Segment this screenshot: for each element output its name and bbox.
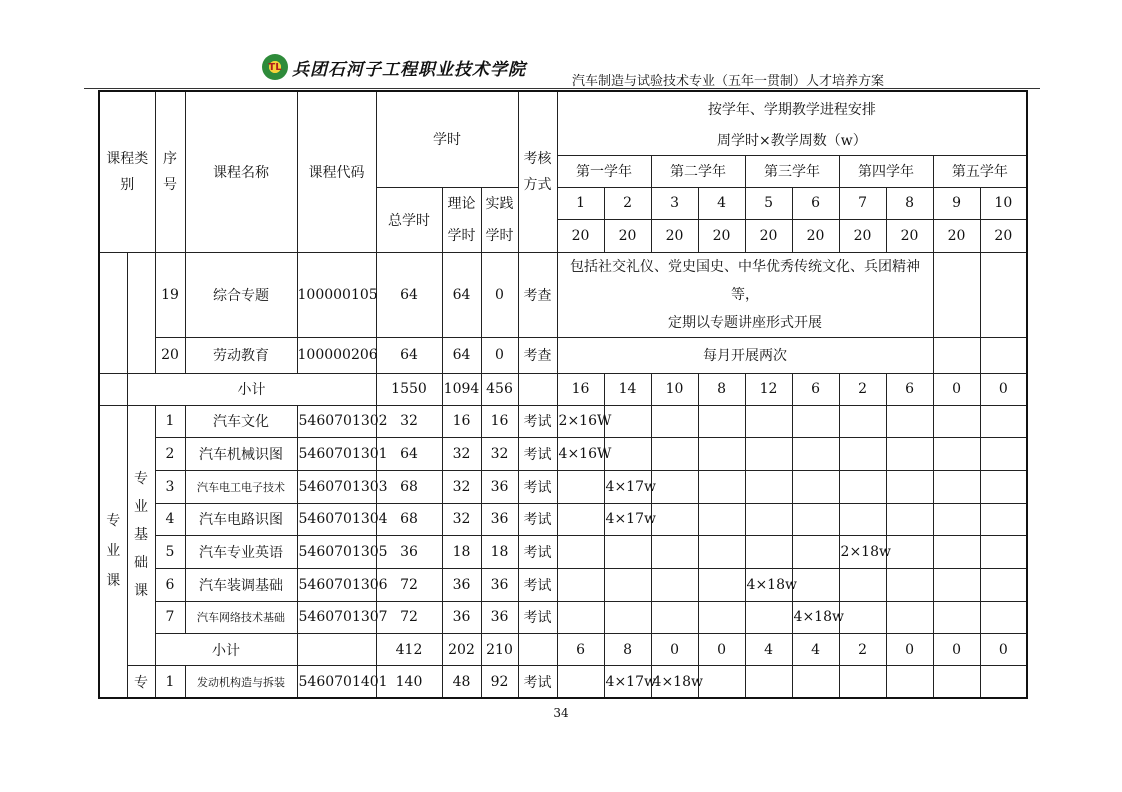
note-line-1: 包括社交礼仪、党史国史、中华优秀传统文化、兵团精神等，: [570, 258, 921, 303]
subcategory-professional-basic: 专业基础课: [127, 405, 155, 666]
subtotal-term-10: 0: [980, 634, 1027, 666]
table-row: [99, 438, 1027, 471]
row-term-4: [698, 601, 745, 634]
row-course-code: 5460701302: [297, 405, 376, 438]
curriculum-table: [98, 90, 1028, 699]
row-term-5: 4×18w: [745, 568, 792, 601]
row-theory-hours: 16: [442, 405, 481, 438]
curriculum-table-wrap: [98, 90, 1026, 699]
row-term-9: [933, 666, 980, 698]
school-name: 兵团石河子工程职业技术学院: [292, 59, 526, 80]
row-term-7: [839, 438, 886, 471]
row-seq: 1: [155, 405, 185, 438]
row-term-8: [886, 666, 933, 698]
row-course-code: 100000105: [297, 252, 376, 337]
row-total-hours: 68: [376, 470, 442, 503]
row-course-name: 劳动教育: [185, 337, 297, 373]
subtotal-term-2: 14: [604, 373, 651, 405]
row-course-name: 汽车装调基础: [185, 568, 297, 601]
row-term-1: [557, 666, 604, 698]
row-term-8: [886, 601, 933, 634]
row-seq: 7: [155, 601, 185, 634]
row-term-1: [557, 503, 604, 536]
row-total-hours: 64: [376, 438, 442, 471]
row-term-4: [698, 503, 745, 536]
row-term-5: [745, 536, 792, 569]
row-term-10: [980, 601, 1027, 634]
row-term-6: [792, 405, 839, 438]
row-term-7: [839, 503, 886, 536]
row-term-8: [886, 568, 933, 601]
row-course-name: 综合专题: [185, 252, 297, 337]
header-weeks-5: 20: [745, 220, 792, 253]
subtotal-term-4: 8: [698, 373, 745, 405]
header-course-code: 课程代码: [297, 91, 376, 252]
row-term-6: 4×18w: [792, 601, 839, 634]
header-year-1: 第一学年: [557, 155, 651, 187]
row-term-5: [745, 470, 792, 503]
row-term-2: [604, 568, 651, 601]
row-term-4: [698, 438, 745, 471]
row-practice-hours: 36: [481, 503, 518, 536]
row-term-4: [698, 470, 745, 503]
row-course-name: 汽车电工电子技术: [185, 470, 297, 503]
subtotal-term-3: 0: [651, 634, 698, 666]
row-seq: 2: [155, 438, 185, 471]
header-rule: [84, 88, 1040, 89]
category-cell-a: [99, 252, 127, 373]
row-term-6: [792, 438, 839, 471]
header-term-1: 1: [557, 187, 604, 220]
row-course-name: 发动机构造与拆装: [185, 666, 297, 698]
row-practice-hours: 92: [481, 666, 518, 698]
row-course-name: 汽车专业英语: [185, 536, 297, 569]
row-term-5: [745, 601, 792, 634]
subtotal-term-10: 0: [980, 373, 1027, 405]
row-term-1: [557, 568, 604, 601]
row-term-5: [745, 405, 792, 438]
subtotal-term-8: 0: [886, 634, 933, 666]
subtotal-term-6: 6: [792, 373, 839, 405]
row-term-6: [792, 536, 839, 569]
subtotal-term-7: 2: [839, 373, 886, 405]
subtotal-term-9: 0: [933, 373, 980, 405]
row-term-2: 4×17w: [604, 470, 651, 503]
subtotal-course-code: [297, 634, 376, 666]
row-term-cell: [980, 252, 1027, 337]
row-term-9: [933, 601, 980, 634]
row-term-9: [933, 503, 980, 536]
row-term-1: [557, 470, 604, 503]
row-practice-hours: 36: [481, 568, 518, 601]
header-weeks-6: 20: [792, 220, 839, 253]
row-term-4: [698, 666, 745, 698]
row-theory-hours: 32: [442, 503, 481, 536]
row-term-8: [886, 503, 933, 536]
subtotal-term-5: 12: [745, 373, 792, 405]
row-schedule-note: [557, 252, 933, 337]
row-term-2: [604, 438, 651, 471]
subtotal-term-9: 0: [933, 634, 980, 666]
header-weeks-3: 20: [651, 220, 698, 253]
header-term-9: 9: [933, 187, 980, 220]
row-total-hours: 72: [376, 568, 442, 601]
row-practice-hours: 0: [481, 252, 518, 337]
header-total-hours: 总学时: [376, 187, 442, 252]
row-exam: 考试: [518, 601, 557, 634]
subcategory-professional-core: 专: [127, 666, 155, 698]
subtotal-exam: [518, 634, 557, 666]
row-total-hours: 36: [376, 536, 442, 569]
header-year-3: 第三学年: [745, 155, 839, 187]
page-header: [0, 0, 1122, 92]
row-theory-hours: 36: [442, 568, 481, 601]
row-term-3: [651, 503, 698, 536]
row-total-hours: 140: [376, 666, 442, 698]
row-seq: 1: [155, 666, 185, 698]
row-term-2: 4×17w: [604, 666, 651, 698]
row-total-hours: 32: [376, 405, 442, 438]
row-term-cell: [980, 337, 1027, 373]
row-term-5: [745, 503, 792, 536]
row-seq: 5: [155, 536, 185, 569]
row-practice-hours: 16: [481, 405, 518, 438]
row-practice-hours: 18: [481, 536, 518, 569]
row-term-4: [698, 568, 745, 601]
row-course-code: 5460701303: [297, 470, 376, 503]
header-weeks-7: 20: [839, 220, 886, 253]
row-course-name: 汽车网络技术基础: [185, 601, 297, 634]
table-row: [99, 405, 1027, 438]
header-year-2: 第二学年: [651, 155, 745, 187]
school-emblem-icon: TL: [262, 54, 288, 80]
subtotal-total-hours: 412: [376, 634, 442, 666]
row-term-8: [886, 536, 933, 569]
row-term-3: [651, 438, 698, 471]
row-total-hours: 72: [376, 601, 442, 634]
subcategory-cell-a: [127, 252, 155, 373]
header-term-7: 7: [839, 187, 886, 220]
row-term-8: [886, 405, 933, 438]
row-course-name: 汽车文化: [185, 405, 297, 438]
row-term-10: [980, 405, 1027, 438]
row-course-code: 5460701305: [297, 536, 376, 569]
row-term-cell: [933, 252, 980, 337]
page-number: 34: [553, 706, 569, 720]
row-term-3: 4×18w: [651, 666, 698, 698]
table-row: [99, 470, 1027, 503]
table-row: [99, 666, 1027, 698]
row-course-name: 汽车机械识图: [185, 438, 297, 471]
school-logo: [262, 54, 526, 80]
row-term-9: [933, 536, 980, 569]
row-theory-hours: 48: [442, 666, 481, 698]
header-hours: 学时: [376, 91, 518, 187]
subtotal-term-1: 6: [557, 634, 604, 666]
header-weeks-4: 20: [698, 220, 745, 253]
subtotal-theory-hours: 202: [442, 634, 481, 666]
subtotal-term-2: 8: [604, 634, 651, 666]
subtotal-practice-hours: 210: [481, 634, 518, 666]
row-term-6: [792, 568, 839, 601]
row-theory-hours: 32: [442, 470, 481, 503]
row-practice-hours: 32: [481, 438, 518, 471]
row-term-5: [745, 438, 792, 471]
row-total-hours: 64: [376, 252, 442, 337]
row-term-1: [557, 536, 604, 569]
row-exam: 考试: [518, 470, 557, 503]
row-term-3: [651, 601, 698, 634]
subtotal-practice-hours: 456: [481, 373, 518, 405]
row-course-code: 5460701304: [297, 503, 376, 536]
row-exam: 考试: [518, 666, 557, 698]
row-practice-hours: 36: [481, 470, 518, 503]
row-exam: 考试: [518, 536, 557, 569]
category-professional: 专业课: [99, 405, 127, 698]
header-seq: 序号: [155, 91, 185, 252]
row-term-3: [651, 536, 698, 569]
header-term-2: 2: [604, 187, 651, 220]
row-exam: 考试: [518, 405, 557, 438]
table-row: [99, 601, 1027, 634]
row-exam: 考试: [518, 503, 557, 536]
row-term-9: [933, 438, 980, 471]
subtotal-label: 小计: [155, 634, 297, 666]
header-weeks-2: 20: [604, 220, 651, 253]
subtotal-term-1: 16: [557, 373, 604, 405]
row-term-7: [839, 405, 886, 438]
header-exam: 考核方式: [518, 91, 557, 252]
row-term-7: [839, 470, 886, 503]
row-term-10: [980, 438, 1027, 471]
row-term-10: [980, 470, 1027, 503]
row-theory-hours: 18: [442, 536, 481, 569]
header-term-8: 8: [886, 187, 933, 220]
row-term-8: [886, 438, 933, 471]
header-weeks-9: 20: [933, 220, 980, 253]
subtotal-theory-hours: 1094: [442, 373, 481, 405]
row-term-10: [980, 536, 1027, 569]
header-weeks-8: 20: [886, 220, 933, 253]
row-term-6: [792, 470, 839, 503]
header-term-4: 4: [698, 187, 745, 220]
row-term-3: [651, 470, 698, 503]
row-seq: 19: [155, 252, 185, 337]
subtotal-row: [99, 634, 1027, 666]
header-year-5: 第五学年: [933, 155, 1027, 187]
row-term-1: [557, 601, 604, 634]
row-term-10: [980, 503, 1027, 536]
row-seq: 4: [155, 503, 185, 536]
header-course-name: 课程名称: [185, 91, 297, 252]
row-term-7: [839, 601, 886, 634]
header-term-10: 10: [980, 187, 1027, 220]
row-term-2: [604, 536, 651, 569]
row-exam: 考查: [518, 252, 557, 337]
subtotal-term-6: 4: [792, 634, 839, 666]
row-term-6: [792, 666, 839, 698]
subtotal-exam: [518, 373, 557, 405]
row-term-9: [933, 405, 980, 438]
subtotal-term-8: 6: [886, 373, 933, 405]
row-practice-hours: 0: [481, 337, 518, 373]
header-year-4: 第四学年: [839, 155, 933, 187]
row-term-cell: [933, 337, 980, 373]
row-term-1: 4×16W: [557, 438, 604, 471]
row-term-7: [839, 666, 886, 698]
header-category: 课程类别: [99, 91, 155, 252]
row-term-6: [792, 503, 839, 536]
header-theory-hours: 理论学时: [442, 187, 481, 252]
row-term-3: [651, 405, 698, 438]
document-title: 汽车制造与试验技术专业（五年一贯制）人才培养方案: [572, 74, 885, 89]
row-course-name: 汽车电路识图: [185, 503, 297, 536]
row-exam: 考查: [518, 337, 557, 373]
header-term-6: 6: [792, 187, 839, 220]
row-term-2: [604, 601, 651, 634]
row-term-2: [604, 405, 651, 438]
row-term-3: [651, 568, 698, 601]
row-term-1: 2×16W: [557, 405, 604, 438]
row-term-9: [933, 568, 980, 601]
note-line-2: 定期以专题讲座形式开展: [668, 314, 823, 331]
row-term-10: [980, 666, 1027, 698]
row-term-5: [745, 666, 792, 698]
header-weeks-10: 20: [980, 220, 1027, 253]
row-course-code: 100000206: [297, 337, 376, 373]
row-seq: 6: [155, 568, 185, 601]
row-term-9: [933, 470, 980, 503]
table-row: [99, 503, 1027, 536]
row-theory-hours: 64: [442, 252, 481, 337]
subtotal-term-4: 0: [698, 634, 745, 666]
header-schedule-line1: 按学年、学期教学进程安排: [557, 91, 1027, 125]
row-exam: 考试: [518, 568, 557, 601]
table-row: [99, 568, 1027, 601]
header-practice-hours: 实践学时: [481, 187, 518, 252]
subtotal-category-cell: [99, 373, 127, 405]
header-term-3: 3: [651, 187, 698, 220]
row-practice-hours: 36: [481, 601, 518, 634]
row-theory-hours: 32: [442, 438, 481, 471]
row-term-4: [698, 405, 745, 438]
subtotal-term-3: 10: [651, 373, 698, 405]
row-term-7: 2×18w: [839, 536, 886, 569]
row-course-code: 5460701307: [297, 601, 376, 634]
subtotal-total-hours: 1550: [376, 373, 442, 405]
header-term-5: 5: [745, 187, 792, 220]
row-exam: 考试: [518, 438, 557, 471]
subtotal-term-5: 4: [745, 634, 792, 666]
header-weeks-1: 20: [557, 220, 604, 253]
subtotal-label: 小计: [127, 373, 376, 405]
table-row: [99, 536, 1027, 569]
header-schedule-line2: 周学时×教学周数（w）: [557, 125, 1027, 155]
row-term-10: [980, 568, 1027, 601]
row-term-8: [886, 470, 933, 503]
row-course-code: 5460701401: [297, 666, 376, 698]
row-seq: 3: [155, 470, 185, 503]
row-course-code: 5460701301: [297, 438, 376, 471]
row-term-2: 4×17w: [604, 503, 651, 536]
row-total-hours: 68: [376, 503, 442, 536]
row-schedule-note: 每月开展两次: [557, 337, 933, 373]
row-theory-hours: 36: [442, 601, 481, 634]
subtotal-term-7: 2: [839, 634, 886, 666]
row-theory-hours: 64: [442, 337, 481, 373]
row-course-code: 5460701306: [297, 568, 376, 601]
row-term-7: [839, 568, 886, 601]
row-term-4: [698, 536, 745, 569]
row-seq: 20: [155, 337, 185, 373]
row-total-hours: 64: [376, 337, 442, 373]
